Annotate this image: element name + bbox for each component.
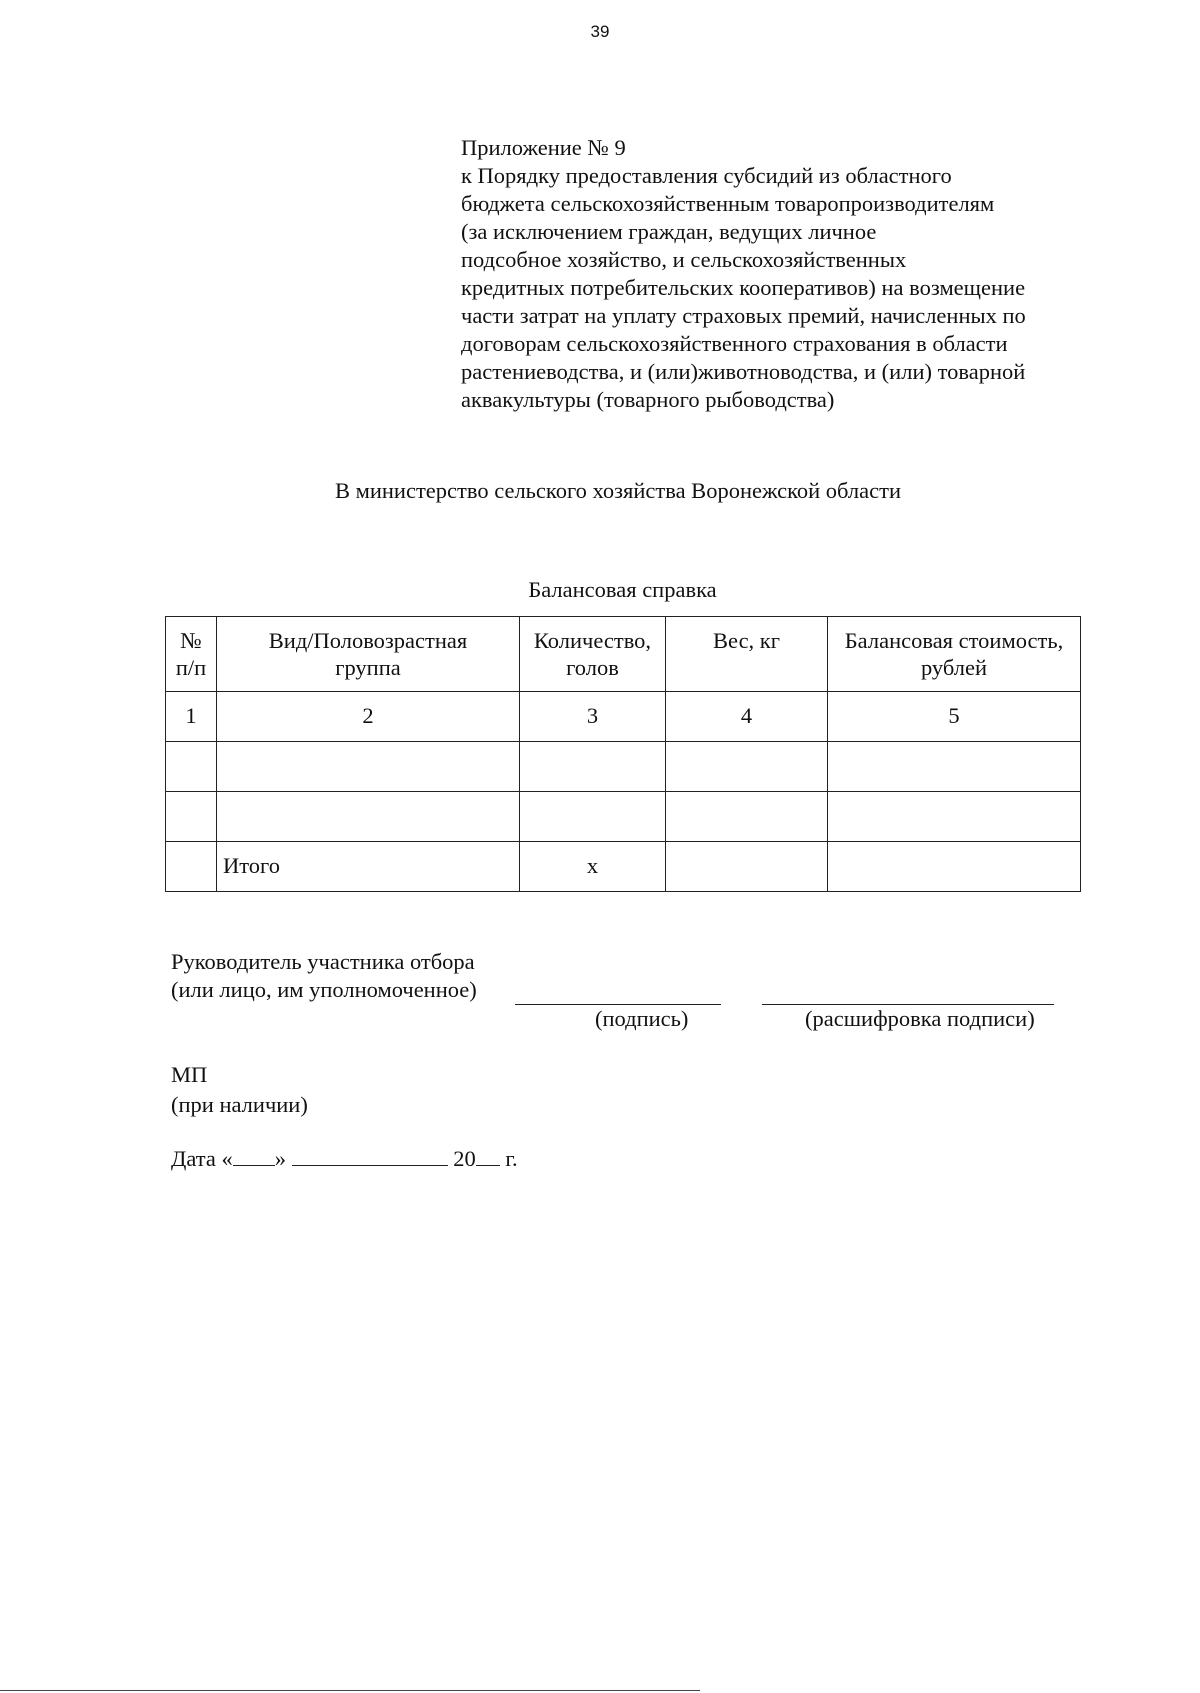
appendix-line: подсобное хозяйство, и сельскохозяйственных: [461, 247, 907, 272]
stamp-label: [171, 1060, 308, 1120]
signature-caption: (подпись): [595, 1006, 689, 1031]
table-header-row: [166, 617, 1081, 692]
header-type-line1: Вид/Половозрастная: [268, 628, 468, 653]
date-year-prefix: 20: [453, 1146, 476, 1171]
table-title: Балансовая справка: [528, 577, 717, 602]
column-number: 3: [520, 692, 666, 742]
header-quantity: [520, 617, 666, 692]
table-cell[interactable]: [666, 792, 828, 842]
date-prefix: Дата «: [171, 1146, 233, 1171]
table-cell[interactable]: [520, 742, 666, 792]
header-number-line1: №: [180, 628, 202, 653]
signature-decoding-caption: (расшифровка подписи): [805, 1006, 1035, 1031]
column-number: 2: [217, 692, 520, 742]
date-day-blank[interactable]: [233, 1145, 275, 1166]
table-cell[interactable]: [166, 792, 217, 842]
signer-title-line2: (или лицо, им уполномоченное): [171, 977, 477, 1002]
total-row: [166, 842, 1081, 892]
appendix-header: [461, 134, 1101, 414]
stamp-note: (при наличии): [171, 1092, 308, 1117]
table-cell[interactable]: [217, 742, 520, 792]
table-row: [166, 792, 1081, 842]
column-number-row: [166, 692, 1081, 742]
date-quote-close: »: [274, 1146, 286, 1171]
header-balance-value: [828, 617, 1081, 692]
table-cell[interactable]: [828, 792, 1081, 842]
date-year-blank[interactable]: [476, 1145, 500, 1166]
total-value[interactable]: [828, 842, 1081, 892]
column-number: 5: [828, 692, 1081, 742]
appendix-line: бюджета сельскохозяйственным товаропроизводителям: [461, 191, 995, 216]
appendix-line: части затрат на уплату страховых премий, начисленных по: [461, 303, 1026, 328]
header-quantity-line1: Количество,: [533, 628, 652, 653]
signature-decoding-line[interactable]: [762, 1004, 1054, 1005]
column-number: 1: [166, 692, 217, 742]
table-row: [166, 742, 1081, 792]
header-type-line2: группа: [335, 655, 401, 680]
page-number: 39: [590, 22, 610, 41]
balance-table: [165, 616, 1081, 892]
appendix-line: кредитных потребительских кооперативов) на возмещение: [461, 275, 1026, 300]
appendix-line: (за исключением граждан, ведущих личное: [461, 219, 877, 244]
header-number-line2: п/п: [175, 655, 207, 680]
table-cell: [166, 842, 217, 892]
appendix-line: к Порядку предоставления субсидий из областного: [461, 163, 952, 188]
date-row: [171, 1145, 518, 1172]
appendix-line: договорам сельскохозяйственного страхования в области: [461, 331, 1008, 356]
table-cell[interactable]: [217, 792, 520, 842]
total-label: Итого: [217, 842, 520, 892]
appendix-line: растениеводства, и (или)животноводства, и (или) товарной: [461, 359, 1026, 384]
appendix-line: аквакультуры (товарного рыбоводства): [461, 387, 835, 412]
header-type-group: [217, 617, 520, 692]
table-cell[interactable]: [828, 742, 1081, 792]
total-quantity: х: [520, 842, 666, 892]
table-cell[interactable]: [520, 792, 666, 842]
total-weight[interactable]: [666, 842, 828, 892]
bottom-rule: [0, 1690, 700, 1691]
header-value-line1: Балансовая стоимость,: [844, 628, 1064, 653]
column-number: 4: [666, 692, 828, 742]
appendix-line: Приложение № 9: [461, 135, 626, 160]
table-cell[interactable]: [666, 742, 828, 792]
header-weight: Вес, кг: [666, 617, 828, 692]
date-suffix: г.: [505, 1146, 518, 1171]
date-month-blank[interactable]: [292, 1145, 448, 1166]
signer-title-line1: Руководитель участника отбора: [171, 949, 475, 974]
header-number: [166, 617, 217, 692]
table-cell[interactable]: [166, 742, 217, 792]
header-quantity-line2: голов: [566, 655, 619, 680]
addressee: В министерство сельского хозяйства Воронежской области: [334, 478, 902, 503]
header-value-line2: рублей: [920, 655, 988, 680]
stamp-mp: МП: [171, 1062, 208, 1087]
signature-line[interactable]: [515, 1004, 721, 1005]
